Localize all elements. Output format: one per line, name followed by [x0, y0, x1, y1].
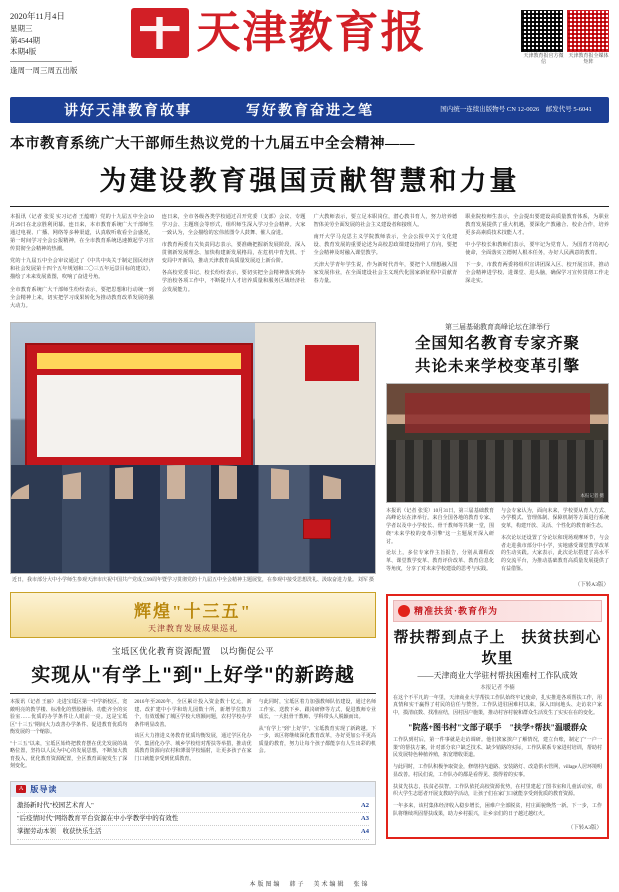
edition-guide-title: 版导读 — [30, 784, 58, 794]
publication-date: 2020年11月4日 — [10, 11, 65, 21]
sub-column-2 — [134, 699, 251, 775]
right-article-body — [386, 508, 609, 578]
qr-caption-matrix: 天津教育报全媒体矩阵 — [568, 54, 609, 65]
feature-paragraph: 扶贫先扶志，扶贫必扶智。工作队依托高校资源优势，在村里建起了图书室和儿童活动室，组织大学生志愿者开展支教助学活动，让孩子们在家门口就能享受到优质的教育资源。 — [393, 784, 602, 798]
lead-paragraph: 本报讯（记者 张雯 实习记者 王蕴晴）党的十九届五中全会10月29日在北京胜利闭幕。连日来，本市教育系统广大干部师生通过电视、广播、网络等多种渠道，认真收听收看全会盛况，第一时间学习全会公报精神，在全市教育系统迅速掀起学习宣传贯彻全会精神的热潮。 — [10, 214, 154, 253]
right-article-headline-2: 共论未来学校变革引擎 — [414, 357, 580, 375]
qr-row — [521, 10, 609, 52]
feature-section-title: "院落+图书村"文部子联手 "扶学+帮扶"温暖群众 — [408, 722, 587, 732]
sub-paragraph: 2016年至2020年，全区累计投入资金数十亿元，新建、改扩建中小学和幼儿园数十所，新增学位数万个，有效缓解了城区学校大班额问题，农村学校办学条件明显改善。 — [134, 700, 252, 728]
feature-headline: 帮扶帮到点子上 扶贫扶到心坎里 — [393, 629, 602, 667]
right-paragraph: 与会专家认为，面向未来，学校要从育人方式、办学模式、管理体制、保障机制等方面进行系统变革，构建开放、灵活、个性化的教育新生态。 — [501, 508, 609, 530]
lead-kicker: 本市教育系统广大干部师生热议党的十九届五中全会精神—— — [10, 136, 415, 152]
page-footer-credits: 本版图编 韩子 美术编辑 张锦 — [249, 882, 370, 888]
edition-guide-header — [11, 782, 375, 797]
newspaper-title: 天津教育报 — [196, 7, 427, 58]
mid-right-column — [386, 322, 609, 845]
publication-schedule: 逢周一周三周五出版 — [10, 66, 78, 76]
feature-logo-text: 精准扶贫·教育作为 — [414, 606, 499, 617]
feature-logo-icon — [398, 605, 410, 617]
forum-photo-credit: 本报记者 摄 — [580, 492, 604, 498]
slogan-left: 讲好天津教育故事 — [64, 104, 192, 119]
sub-paragraph: 从"有学上"到"上好学"，宝坻教育实现了新跨越。下一步，该区将继续深化教育改革，办好更加公平更高质量的教育，努力让每个孩子都能享有人生出彩的机会。 — [258, 726, 376, 755]
meta-divider — [10, 61, 72, 62]
guide-item-page: A4 — [361, 828, 369, 836]
sub-feature-body — [10, 699, 376, 775]
sub-feature-headline: 实现从"有学上"到"上好学"的新跨越 — [31, 664, 355, 687]
series-subtitle: 天津教育发展成果巡礼 — [148, 623, 238, 633]
lead-paragraph: 广大教师表示，要立足本职岗位，潜心教书育人，努力培养德智体美劳全面发展的社会主义建设者和接班人。 — [313, 214, 458, 229]
edition-guide — [10, 781, 376, 845]
feature-paragraph: 工作队到村后，第一件事就是走访调研。他们挨家挨户了解情况，建立台账，制定了"一户一策"的帮扶方案。针对部分农户缺乏技术、缺少销路的实际，工作队联系专家进村培训，帮助村民发展特色种植养殖，拓宽增收渠道。 — [393, 737, 602, 759]
right-paragraph: 论坛上，多位专家作主旨报告，分别从课程改革、课堂教学变革、教育评价改革、教育信息化等角度，分享了对未来学校建设的思考与实践。 — [386, 551, 494, 572]
matrix-qr-icon[interactable] — [567, 10, 609, 52]
masthead-qr-area — [477, 8, 609, 66]
sub-paragraph: 与此同时，宝坻区着力加强教师队伍建设，通过名师工作室、送教下乡、跟岗研修等方式，促进教师专业成长，一大批骨干教师、学科带头人脱颖而出。 — [258, 700, 376, 721]
lead-paragraph: 连日来，全市各级各类学校通过召开党委（支部）会议、专题学习会、主题班会等形式，组织师生深入学习全会精神。大家一致认为，全会描绘的宏伟蓝图令人鼓舞、催人奋进。 — [161, 214, 306, 237]
qr-caption-wechat: 天津教育报官方微信 — [523, 54, 564, 65]
sub-paragraph: 该区大力推进义务教育优质均衡发展，通过学区化办学、集团化办学、城乡学校结对帮扶等举措，推动优质教育资源向农村和薄弱学校辐射，让更多孩子在家门口就能享受到优质教育。 — [134, 734, 252, 762]
newspaper-logo-icon — [131, 8, 189, 58]
lead-paragraph: 党的十九届五中全会审议通过了《中共中央关于制定国民经济和社会发展第十四个五年规划和二〇三五年远景目标的建议》，描绘了未来发展蓝图，吹响了奋进号角。 — [10, 258, 154, 281]
slogan-right: 写好教育奋进之笔 — [246, 104, 374, 119]
masthead-meta — [10, 8, 80, 77]
qr-captions — [523, 54, 609, 66]
feature-continue-note: （下转A3版） — [567, 824, 602, 831]
headline-divider — [10, 206, 609, 207]
feature-body-bottom — [393, 737, 602, 819]
poverty-relief-feature — [386, 594, 609, 839]
sub-paragraph: 本报讯（记者 王丽）走进宝坻区第一中学新校区，宽敞明亮的教学楼、标准化的塑胶操场、功能齐全的实验室……优质的办学条件让人眼前一亮。这是宝坻区"十三五"期间大力改善办学条件、促进教育优质均衡发展的一个缩影。 — [10, 700, 128, 736]
feature-subheadline: ——天津商业大学驻村帮扶困难村工作队成效 — [417, 670, 578, 680]
publication-registration: 国内统一连续出版物号 CN 12-0026 邮发代号 5-6041 — [440, 105, 592, 113]
right-continue-note: （下转A3版） — [574, 581, 609, 588]
list-item[interactable] — [17, 826, 369, 839]
publication-weekday: 星期三 — [10, 24, 33, 34]
lead-paragraph: 南开大学马克思主义学院教师表示，全会公报中关于文化建设、教育发展的重要论述为高校思政课建设指明了方向，要把全会精神及时融入课堂教学。 — [313, 234, 458, 257]
lead-paragraph: 市教育两委有关负责同志表示，要准确把握新发展阶段、深入贯彻新发展理念、加快构建新发展格局，在危机中育先机、于变局中开新局，推动天津教育高质量发展迈上新台阶。 — [161, 242, 306, 265]
sub-feature-divider — [10, 693, 376, 694]
lead-headline: 为建设教育强国贡献智慧和力量 — [99, 166, 520, 197]
guide-item-page: A2 — [361, 801, 369, 809]
photo-audience — [387, 440, 608, 501]
main-photo-caption — [10, 574, 376, 585]
masthead — [10, 8, 609, 94]
feature-logo — [393, 600, 602, 622]
lead-paragraph: 职业院校师生表示，全会提出要建设高质量教育体系，为职业教育发展提供了重大机遇，要深化产教融合、校企合作，培养更多高素质技术技能人才。 — [465, 214, 609, 237]
lead-column-4 — [465, 213, 609, 314]
guide-item-page: A3 — [361, 815, 369, 823]
right-article-headline-1: 全国知名教育专家齐聚 — [414, 334, 580, 352]
lead-paragraph: 各高校党委书记、校长纷纷表示，要切实把全会精神落实到办学治校各项工作中，不断提升人才培养质量和服务区域经济社会发展能力。 — [161, 270, 306, 293]
list-item[interactable] — [17, 813, 369, 826]
guide-item-text: 掌握劳动本领 收获快乐生活 — [17, 828, 102, 836]
photo-caption-text: 近日，我市部分大中小学师生参观天津市庆祝中国共产党成立99周年暨学习贯彻党的十九届五中全会精神主题展览，在参观中接受思想洗礼、汲取奋进力量。 — [12, 577, 358, 583]
right-paragraph: 本报讯（记者 张雯）10月31日，第三届基础教育高峰论坛在津举行。来自全国各地的教育专家、学者以及中小学校长、骨干教师等共聚一堂，围绕"未来学校的变革引擎"这一主题展开深入研讨。 — [386, 508, 494, 545]
red-book-icon — [303, 519, 331, 539]
board-banner — [37, 353, 241, 369]
feature-paragraph: 一年多来，该村集体经济收入稳步增长，困难户全部脱贫，村庄面貌焕然一新。下一步，工作队将继续巩固帮扶成果，助力乡村振兴，让乡亲们的日子越过越红火。 — [393, 804, 602, 817]
guide-item-text: 激扬新时代"校园艺术育人" — [17, 801, 94, 809]
lead-column-2 — [162, 213, 306, 314]
feature-body-top — [393, 695, 602, 718]
feature-paragraph: 在这个不平凡的一年里，天津商业大学帮扶工作队始终牢记使命，扎实推进各项帮扶工作，用真情和实干赢得了村民的信任与赞誉。工作队进驻困难村以来，深入田间地头、走访农户家中，摸清底数、找准症结，因村因户施策，推动村容村貌和群众生活发生了实实在在的变化。 — [393, 695, 602, 717]
edition-guide-list — [11, 797, 375, 844]
lead-paragraph: 中小学校长和教师们表示，要牢记为党育人、为国育才的初心使命，全面落实立德树人根本任务，办好人民满意的教育。 — [465, 242, 609, 257]
lead-paragraph: 天津大学青年学生说，作为新时代青年，要把个人理想融入国家发展伟业，在全面建设社会主义现代化国家新征程中贡献青春力量。 — [313, 262, 458, 285]
wechat-qr-icon[interactable] — [521, 10, 563, 52]
series-banner — [10, 592, 376, 638]
series-title: 辉煌"十三五" — [134, 601, 252, 621]
page-count: 本期4版 — [10, 47, 37, 57]
slogan-banner — [10, 97, 609, 123]
feature-byline: 本报记者 李楠 — [480, 684, 515, 691]
edition-tag: A — [16, 785, 26, 793]
main-photo — [10, 322, 376, 574]
right-article-kicker: 第三届基础教育高峰论坛在津举行 — [445, 322, 550, 331]
party-flag-icon — [305, 345, 359, 381]
lead-paragraph: 下一步，市教育两委将组织宣讲团深入区、校开展宣讲，推动全会精神进学校、进课堂、进头脑，确保学习宣传贯彻工作走深走实。 — [465, 262, 609, 285]
masthead-title-area — [86, 8, 471, 58]
list-item[interactable] — [17, 800, 369, 813]
photo-stage — [405, 393, 591, 433]
forum-photo — [386, 383, 609, 503]
photo-credit: 刘军 摄 — [357, 577, 374, 583]
sub-feature-kicker: 宝坻区优化教育资源配置 以均衡促公平 — [111, 646, 274, 657]
sub-column-3 — [259, 699, 376, 775]
guide-item-text: "后疫情时代"网络教育平台资源在中小学教学中的有效性 — [17, 815, 179, 823]
slogan-group — [10, 100, 428, 120]
right-paragraph: 本次论坛还设置了分论坛和现场观摩环节，与会者走进我市部分中小学，实地感受课堂教学改革的生动实践。大家表示，此次论坛搭建了高水平的交流平台，为推动基础教育高质量发展提供了有益借鉴。 — [501, 535, 609, 572]
lead-body — [10, 213, 609, 314]
issue-number: 第4544期 — [10, 35, 40, 45]
feature-paragraph: 与此同时，工作队积极争取资金，修缮村内道路、安装路灯、改造供水管网，village人居环境明显改善。村民们说，工作队办的都是看得见、摸得着的实事。 — [393, 765, 602, 778]
lead-column-3 — [314, 213, 458, 314]
mid-left-column — [10, 322, 376, 845]
board-content — [37, 375, 241, 457]
sub-column-1 — [10, 699, 127, 775]
lead-column-1 — [10, 213, 154, 314]
lead-paragraph: 全市教育系统广大干部师生纷纷表示，要把思想和行动统一到全会精神上来，切实把学习成果转化为推动教育改革发展的强大动力。 — [10, 286, 154, 309]
exhibition-board — [25, 343, 253, 467]
sub-paragraph: "十三五"以来，宝坻区始终把教育摆在优先发展的战略位置，坚持以人民为中心的发展思想，不断加大教育投入，优化教育资源配置，全区教育面貌发生了深刻变化。 — [10, 741, 128, 770]
mid-section — [10, 322, 609, 845]
